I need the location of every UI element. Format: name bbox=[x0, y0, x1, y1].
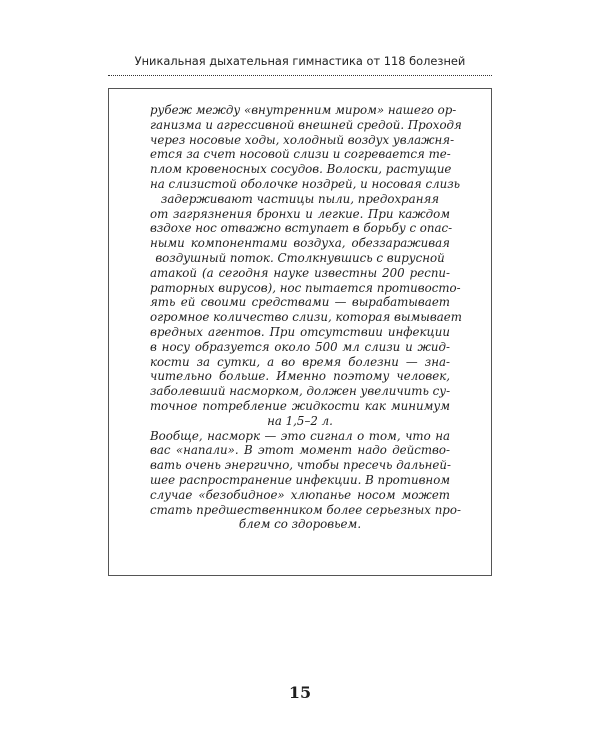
text-line: вздохе нос отважно вступает в борьбу с опас- bbox=[150, 221, 453, 236]
text-line: плом кровеносных сосудов. Волоски, растущие bbox=[150, 162, 452, 177]
text-line: Вообще, насморк — это сигнал о том, что на bbox=[150, 428, 450, 443]
text-line: огромное количество слизи, которая вымывает bbox=[150, 310, 462, 325]
text-line: ять ей своими средствами — вырабатывает bbox=[150, 295, 450, 310]
page-number: 15 bbox=[288, 683, 312, 702]
text-line: ными компонентами воздуха, обеззараживая bbox=[150, 236, 450, 251]
running-head-title: Уникальная дыхательная гимнастика от 118 болезней bbox=[134, 54, 466, 68]
text-line: кости за сутки, а во время болезни — зна- bbox=[150, 354, 450, 369]
text-line: вать очень энергично, чтобы пресечь дальней- bbox=[150, 458, 451, 473]
text-line: чительно больше. Именно поэтому человек, bbox=[150, 369, 450, 384]
text-line: от загрязнения бронхи и легкие. При каждом bbox=[150, 206, 450, 221]
text-line: блем со здоровьем. bbox=[238, 517, 362, 532]
text-line: заболевший насморком, должен увеличить су- bbox=[150, 384, 451, 399]
text-line: рубеж между «внутренним миром» нашего ор- bbox=[150, 103, 457, 117]
text-line: точное потребление жидкости как минимум bbox=[150, 398, 450, 413]
text-line: через носовые ходы, холодный воздух увлажня- bbox=[150, 132, 455, 147]
text-line: задерживают частицы пыли, предохраняя bbox=[160, 191, 440, 206]
text-line: раторных вирусов), нос пытается противосто- bbox=[150, 280, 461, 295]
text-line: на слизистой оболочке ноздрей, и носовая слизь bbox=[150, 176, 461, 191]
text-line: ется за счет носовой слизи и согревается те- bbox=[150, 147, 451, 162]
text-line: атакой (а сегодня науке известны 200 респи- bbox=[150, 265, 450, 280]
text-line: случае «безобидное» хлюпанье носом может bbox=[150, 487, 450, 502]
text-line: ганизма и агрессивной внешней средой. Проходя bbox=[150, 117, 462, 132]
sidebar-box-text bbox=[150, 103, 462, 532]
text-line: в носу образуется около 500 мл слизи и жид- bbox=[150, 339, 450, 354]
running-head-rule bbox=[108, 75, 492, 76]
text-line: вредных агентов. При отсутствии инфекции bbox=[150, 324, 450, 339]
text-line: стать предшественником более серьезных про- bbox=[150, 502, 461, 517]
text-line: воздушный поток. Столкнувшись с вирусной bbox=[155, 250, 445, 265]
text-line: шее распространение инфекции. В противном bbox=[150, 472, 451, 487]
text-line: вас «напали». В этот момент надо действо- bbox=[150, 443, 450, 458]
text-line: на 1,5–2 л. bbox=[267, 413, 333, 428]
